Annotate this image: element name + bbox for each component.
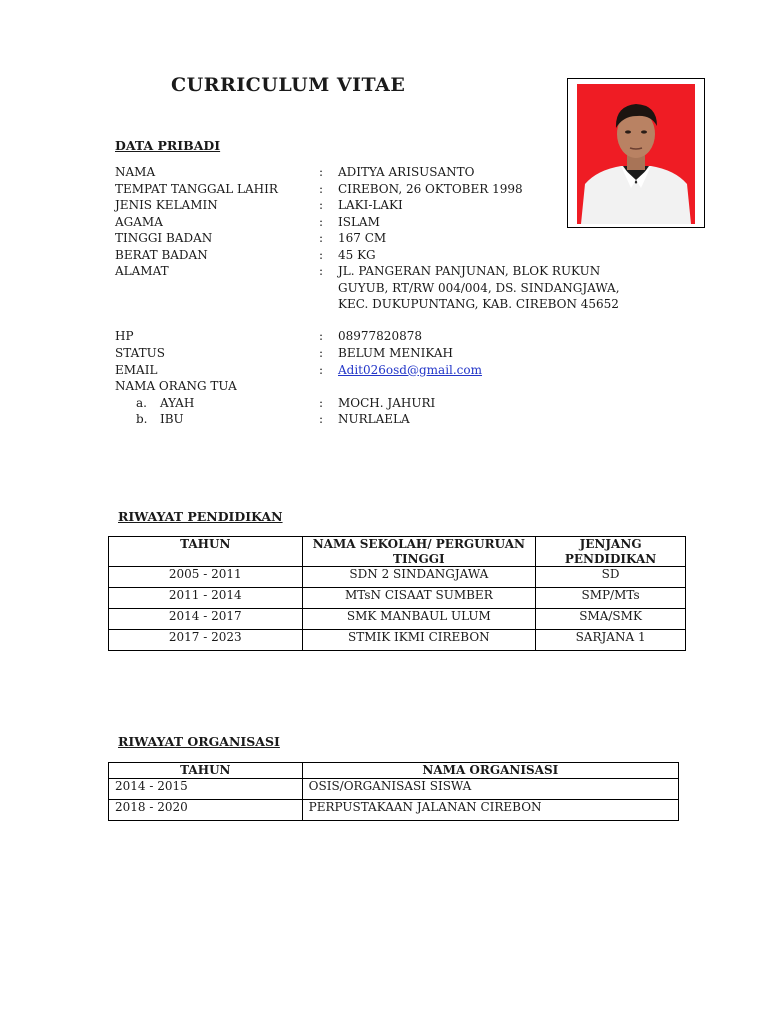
email-link[interactable]: Adit026osd@gmail.com bbox=[338, 362, 483, 377]
field-row-address bbox=[115, 263, 655, 329]
table-cell: SMK MANBAUL ULUM bbox=[302, 609, 536, 630]
field-row-mother bbox=[115, 411, 655, 428]
field-value: 45 KG bbox=[338, 247, 376, 262]
field-colon: : bbox=[319, 231, 324, 245]
field-colon: : bbox=[319, 247, 324, 262]
field-label: EMAIL bbox=[115, 362, 158, 377]
field-value: BELUM MENIKAH bbox=[338, 346, 454, 360]
table-row bbox=[109, 567, 686, 588]
field-value: 08977820878 bbox=[338, 329, 422, 343]
field-colon: : bbox=[319, 165, 324, 179]
list-marker: b. bbox=[136, 412, 148, 426]
field-value: LAKI-LAKI bbox=[338, 198, 403, 212]
table-cell: PERPUSTAKAAN JALANAN CIREBON bbox=[302, 799, 678, 820]
table-row bbox=[109, 630, 686, 651]
page-title: CURRICULUM VITAE bbox=[171, 74, 406, 96]
table-header-row bbox=[109, 537, 686, 567]
field-colon: : bbox=[319, 346, 324, 360]
column-header: TAHUN bbox=[109, 763, 303, 779]
field-label: TINGGI BADAN bbox=[115, 231, 213, 245]
field-row-name bbox=[115, 164, 655, 181]
field-label: JENIS KELAMIN bbox=[115, 198, 218, 212]
field-row-parents bbox=[115, 378, 655, 395]
table-cell: 2018 - 2020 bbox=[109, 799, 303, 820]
field-label: NAMA bbox=[115, 165, 156, 179]
field-row-height bbox=[115, 230, 655, 247]
field-label: HP bbox=[115, 329, 134, 343]
list-marker: a. bbox=[136, 395, 147, 410]
table-cell: SARJANA 1 bbox=[536, 630, 686, 651]
field-row-birth bbox=[115, 181, 655, 198]
field-row-father bbox=[115, 395, 655, 412]
field-colon: : bbox=[319, 362, 324, 377]
field-label: NAMA ORANG TUA bbox=[115, 379, 237, 393]
field-row-gender bbox=[115, 197, 655, 214]
field-colon: : bbox=[319, 412, 324, 426]
field-label: AYAH bbox=[160, 395, 195, 410]
field-label: BERAT BADAN bbox=[115, 247, 208, 262]
field-label: STATUS bbox=[115, 346, 165, 360]
field-colon: : bbox=[319, 214, 324, 229]
table-cell: STMIK IKMI CIREBON bbox=[302, 630, 536, 651]
field-row-email bbox=[115, 362, 655, 379]
education-table bbox=[108, 536, 686, 651]
column-header: JENJANG PENDIDIKAN bbox=[536, 537, 686, 567]
table-cell: 2005 - 2011 bbox=[109, 567, 303, 588]
column-header: TAHUN bbox=[109, 537, 303, 567]
field-label: IBU bbox=[160, 412, 184, 426]
table-cell: OSIS/ORGANISASI SISWA bbox=[302, 778, 678, 799]
table-row bbox=[109, 588, 686, 609]
section-heading-education: RIWAYAT PENDIDIKAN bbox=[118, 509, 283, 524]
field-colon: : bbox=[319, 198, 324, 212]
table-header-row bbox=[109, 763, 679, 779]
table-row bbox=[109, 778, 679, 799]
field-label: ALAMAT bbox=[115, 264, 169, 278]
field-label: AGAMA bbox=[115, 214, 163, 229]
table-cell: SDN 2 SINDANGJAWA bbox=[302, 567, 536, 588]
organization-table bbox=[108, 762, 679, 821]
field-row-phone bbox=[115, 328, 655, 345]
table-cell: 2011 - 2014 bbox=[109, 588, 303, 609]
column-header: NAMA SEKOLAH/ PERGURUAN TINGGI bbox=[302, 537, 536, 567]
field-row-religion bbox=[115, 214, 655, 231]
field-value: ISLAM bbox=[338, 214, 380, 229]
section-heading-personal: DATA PRIBADI bbox=[115, 138, 221, 153]
field-label: TEMPAT TANGGAL LAHIR bbox=[115, 181, 278, 196]
table-cell: SMP/MTs bbox=[536, 588, 686, 609]
table-row bbox=[109, 609, 686, 630]
table-cell: 2017 - 2023 bbox=[109, 630, 303, 651]
field-value: CIREBON, 26 OKTOBER 1998 bbox=[338, 181, 523, 196]
field-colon: : bbox=[319, 264, 324, 278]
field-colon: : bbox=[319, 395, 324, 410]
field-value: MOCH. JAHURI bbox=[338, 395, 436, 410]
table-cell: SMA/SMK bbox=[536, 609, 686, 630]
field-row-weight bbox=[115, 247, 655, 264]
field-value: NURLAELA bbox=[338, 412, 410, 426]
field-value: JL. PANGERAN PANJUNAN, BLOK RUKUN GUYUB, RT/RW 004/004, DS. SINDANGJAWA, KEC. DUKUPUNTANG, KAB. CIREBON 45652 bbox=[338, 264, 620, 311]
field-colon: : bbox=[319, 329, 324, 343]
column-header: NAMA ORGANISASI bbox=[302, 763, 678, 779]
field-colon: : bbox=[319, 181, 324, 196]
table-cell: SD bbox=[536, 567, 686, 588]
field-row-status bbox=[115, 345, 655, 362]
table-row bbox=[109, 799, 679, 820]
section-heading-organization: RIWAYAT ORGANISASI bbox=[118, 734, 280, 749]
table-cell: 2014 - 2015 bbox=[109, 778, 303, 799]
field-value: 167 CM bbox=[338, 231, 387, 245]
field-value: ADITYA ARISUSANTO bbox=[338, 165, 475, 179]
table-cell: 2014 - 2017 bbox=[109, 609, 303, 630]
table-cell: MTsN CISAAT SUMBER bbox=[302, 588, 536, 609]
